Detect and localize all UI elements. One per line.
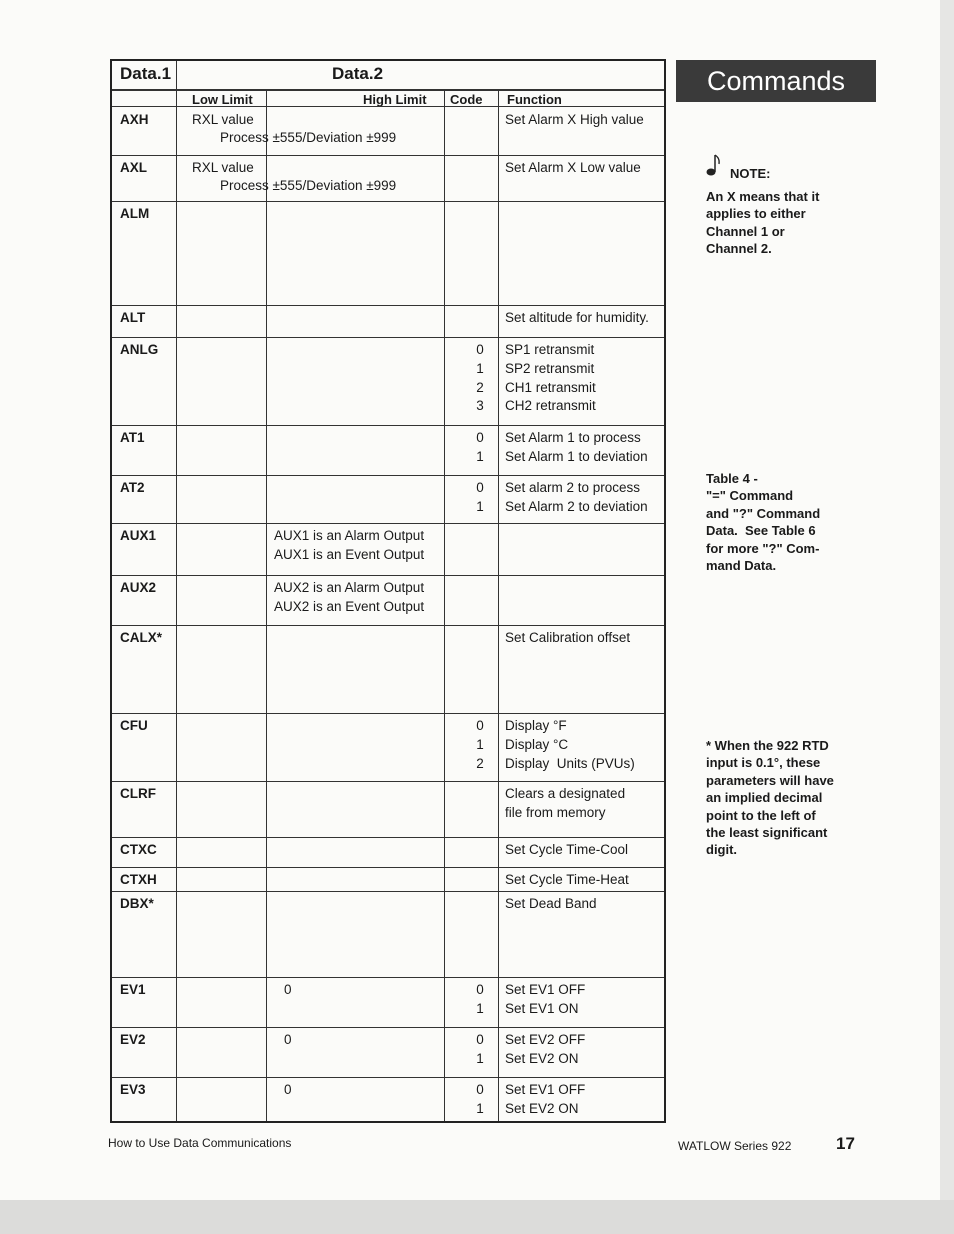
command-name: CTXH [120,872,157,887]
row-divider [112,337,664,338]
low-limit: RXL value [192,160,254,175]
function-text: Set Cycle Time-Cool [505,842,629,857]
music-note-icon [706,153,722,177]
command-name: AT1 [120,430,145,445]
function-text: Set Alarm X Low value [505,160,641,175]
function-text: Set EV1 OFF Set EV1 ON [505,982,586,1016]
command-name: CTXC [120,842,157,857]
command-data-table [110,59,666,1123]
low-limit: 0 [284,982,292,997]
header-code: Code [450,92,483,107]
row-divider [112,155,664,156]
row-divider [112,781,664,782]
table-caption: Table 4 - "=" Command and "?" Command Data. See Table 6 for more "?" Com- mand Data. [706,471,821,574]
function-text: Set Dead Band [505,896,597,911]
low-limit: RXL value [192,112,254,127]
code-values: 0 1 [476,982,484,1016]
command-name: AT2 [120,480,145,495]
divider-low [266,91,267,1121]
function-text: Set EV2 OFF Set EV2 ON [505,1032,586,1066]
low-limit: 0 [284,1082,292,1097]
command-name: CALX* [120,630,163,645]
row-divider [112,475,664,476]
row-divider [112,425,664,426]
function-text: Set Calibration offset [505,630,631,645]
function-text: SP1 retransmit SP2 retransmit CH1 retransmit CH2 retransmit [505,342,596,414]
footer-right: WATLOW Series 922 [678,1139,792,1153]
command-name: EV1 [120,982,146,997]
command-name: EV2 [120,1032,146,1047]
header-high-limit: High Limit [363,92,427,107]
function-text: Set EV1 OFF Set EV2 ON [505,1082,586,1116]
function-text: Display °F Display °C Display Units (PVUs) [505,718,635,771]
command-name: AXH [120,112,149,127]
row-divider [112,713,664,714]
code-values: 0 1 2 3 [476,342,484,414]
note-text: An X means that it applies to either Channel 1 or Channel 2. [706,189,820,257]
low-limit: 0 [284,1032,292,1047]
function-text: Set Cycle Time-Heat [505,872,629,887]
code-values: 0 1 [476,1082,484,1116]
divider-code [444,91,445,1121]
header-line [112,89,664,91]
command-name: CLRF [120,786,156,801]
command-name: AUX1 [120,528,157,543]
row-divider [112,867,664,868]
function-text: Set Alarm X High value [505,112,644,127]
function-text: Set altitude for humidity. [505,310,649,325]
command-name: EV3 [120,1082,146,1097]
page-number: 17 [836,1134,855,1153]
high-limit: AUX2 is an Alarm Output AUX2 is an Event Output [274,580,425,614]
code-values: 0 1 [476,1032,484,1066]
row-divider [112,575,664,576]
code-values: 0 1 [476,480,484,514]
function-text: Clears a designated file from memory [505,786,626,820]
scan-bottom-band [0,1200,954,1234]
divider-function [498,91,499,1121]
command-name: DBX* [120,896,154,911]
row-divider [112,1027,664,1028]
limit-range: Process ±555/Deviation ±999 [220,178,397,193]
row-divider [112,1077,664,1078]
code-values: 0 1 [476,430,484,464]
command-name: AXL [120,160,147,175]
command-name: ALT [120,310,146,325]
command-name: CFU [120,718,148,733]
command-name: ALM [120,206,150,221]
header-data2: Data.2 [332,64,384,83]
header-function: Function [507,92,562,107]
footnote: * When the 922 RTD input is 0.1°, these parameters will have an implied decimal point to the left of the least significant digit. [706,738,834,858]
code-values: 0 1 2 [476,718,484,771]
function-text: Set Alarm 1 to process Set Alarm 1 to deviation [505,430,648,464]
header-data1: Data.1 [120,64,172,83]
row-divider [112,305,664,306]
high-limit: AUX1 is an Alarm Output AUX1 is an Event Output [274,528,425,562]
row-divider [112,625,664,626]
subheader-line [112,106,664,107]
command-name: AUX2 [120,580,157,595]
row-divider [112,891,664,892]
divider-data1 [176,61,177,1121]
commands-banner: Commands [676,60,876,102]
limit-range: Process ±555/Deviation ±999 [220,130,397,145]
header-low-limit: Low Limit [192,92,253,107]
note-label: NOTE: [730,166,771,181]
footer-left: How to Use Data Communications [108,1136,292,1150]
page-edge [940,0,954,1234]
row-divider [112,201,664,202]
function-text: Set alarm 2 to process Set Alarm 2 to deviation [505,480,648,514]
row-divider [112,837,664,838]
command-name: ANLG [120,342,159,357]
row-divider [112,523,664,524]
row-divider [112,977,664,978]
